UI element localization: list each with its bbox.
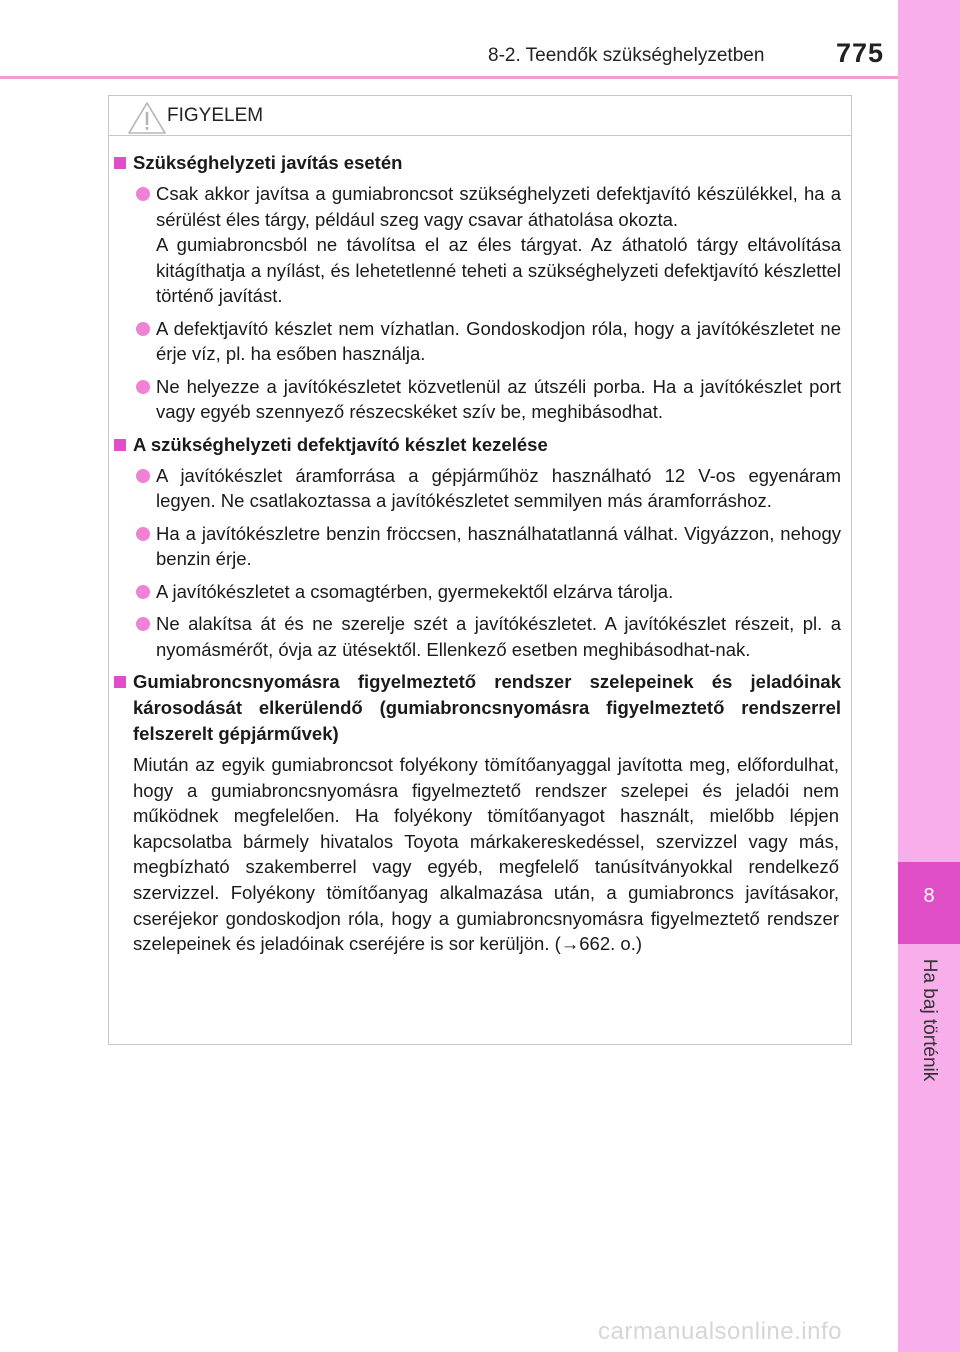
section-square-icon — [114, 676, 126, 688]
list-item-text: Ne helyezze a javítókészletet közvetlenül az útszéli porba. Ha a javítókészlet port vagy egyéb szennyező részecskéket szív be, meghibásodhat. — [156, 375, 841, 422]
warning-triangle-icon — [127, 101, 167, 135]
list-item — [109, 579, 851, 605]
side-tab — [898, 0, 960, 1352]
header-rule — [0, 76, 898, 79]
section-title: Szükséghelyzeti javítás esetén — [109, 150, 851, 176]
section-title: A szükséghelyzeti defektjavító készlet kezelése — [109, 432, 851, 458]
list-item-text: A javítókészletet a csomagtérben, gyermekektől elzárva tárolja. — [156, 580, 674, 602]
warning-title: FIGYELEM — [167, 105, 264, 126]
warning-box — [108, 95, 852, 1045]
list-item-text: A javítókészlet áramforrása a gépjárműhöz használható 12 V-os egyenáram legyen. Ne csatlakoztassa a javítókészletet semmilyen más áramforráshoz. — [156, 464, 841, 511]
list-item-text: Ne alakítsa át és ne szerelje szét a javítókészletet. A javítókészlet részeit, pl. a nyomásmérőt, óvja az ütésektől. Ellenkező esetben meghibásodhat-nak. — [156, 613, 841, 660]
section-square-icon — [114, 157, 126, 169]
chapter-number: 8 — [923, 885, 935, 907]
list-item — [109, 521, 851, 572]
section-paragraph: Miután az egyik gumiabroncsot folyékony tömítőanyaggal javította meg, előfordulhat, hogy a gumiabroncsnyomásra figyelmeztető rendszer szelepei és jeladói nem működnek megfelelően. Ha folyékony tömítőanyagot használt, mielőbb lépjen kapcsolatba bármely hivatalos Toyota márkakereskedéssel, szervizzel vagy más, megbízható szakemberrel vagy egyéb, megfelelő tanúsítványokkal rendelkező szervizzel. Folyékony tömítőanyag alkalmazása után, a gumiabroncs javításakor, cseréjekor gondoskodjon róla, hogy a gumiabroncsnyomásra figyelmeztető rendszer szelepeinek és jeladóinak cseréjére is sor kerüljön. (→662. o.) — [133, 754, 839, 955]
bullet-dot-icon — [136, 469, 150, 483]
list-item — [109, 463, 851, 514]
bullet-dot-icon — [136, 585, 150, 599]
list-item — [109, 611, 851, 662]
header-section-title: 8-2. Teendők szükséghelyzetben — [488, 45, 765, 66]
list-item — [109, 316, 851, 367]
list-item-text: A gumiabroncsból ne távolítsa el az éles tárgyat. Az áthatoló tárgy eltávolítása kitágíthatja a nyílást, és lehetetlenné teheti a szükséghelyzeti defektjavító készlettel történő javítást. — [156, 234, 841, 306]
bullet-dot-icon — [136, 380, 150, 394]
bullet-dot-icon — [136, 322, 150, 336]
warning-header — [109, 96, 851, 136]
watermark: carmanualsonline.info — [598, 1318, 842, 1345]
page-number: 775 — [836, 38, 885, 68]
bullet-dot-icon — [136, 187, 150, 201]
warning-content — [109, 150, 851, 957]
section-square-icon — [114, 439, 126, 451]
bullet-dot-icon — [136, 527, 150, 541]
list-item-text: Csak akkor javítsa a gumiabroncsot szükséghelyzeti defektjavító készülékkel, ha a sérülést éles tárgy, például szeg vagy csavar áthatolása okozta. — [156, 183, 841, 230]
section-title: Gumiabroncsnyomásra figyelmeztető rendszer szelepeinek és jeladóinak károsodását elkerülendő (gumiabroncsnyomásra figyelmeztető rendszerrel felszerelt gépjárművek) — [109, 669, 851, 747]
chapter-label: Ha baj történik — [919, 958, 940, 1082]
list-item-text: Ha a javítókészletre benzin fröccsen, használhatatlanná válhat. Vigyázzon, nehogy benzin érje. — [156, 522, 841, 569]
list-item-text: A defektjavító készlet nem vízhatlan. Gondoskodjon róla, hogy a javítókészletet ne érje víz, pl. ha esőben használja. — [156, 317, 841, 364]
list-item — [109, 374, 851, 425]
list-item — [109, 181, 851, 309]
bullet-dot-icon — [136, 617, 150, 631]
